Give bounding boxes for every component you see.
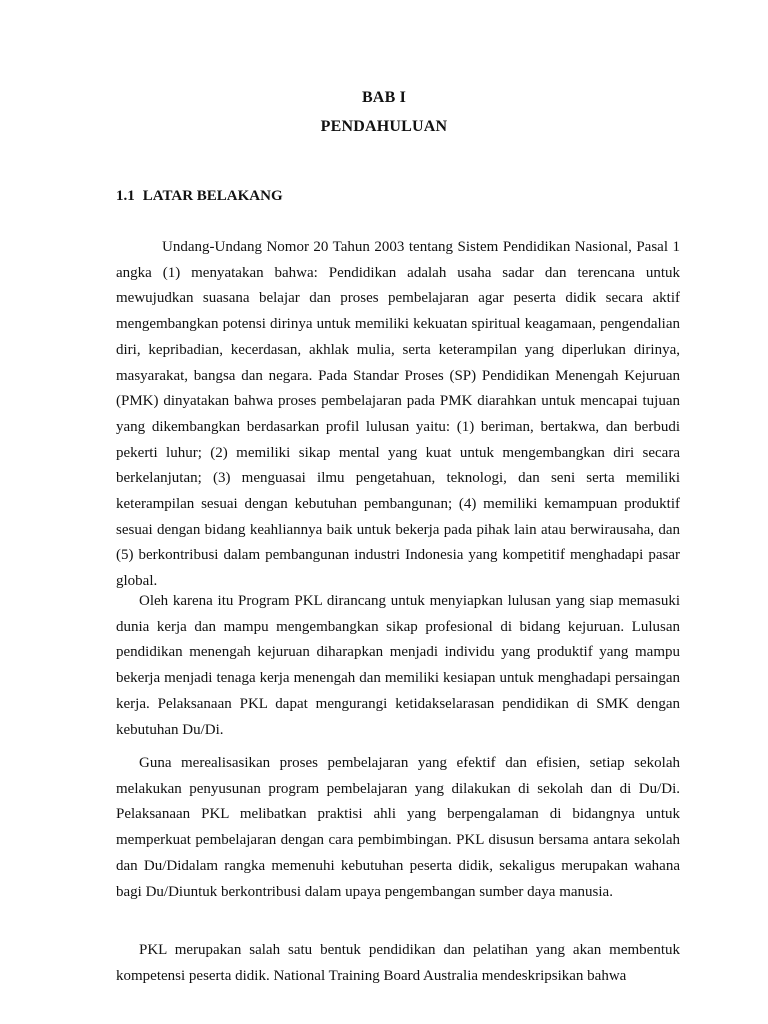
section-title: LATAR BELAKANG (142, 188, 283, 204)
section-number: 1.1 (116, 188, 135, 204)
chapter-title: PENDAHULUAN (320, 118, 448, 135)
paragraph: Guna merealisasikan proses pembelajaran yang efektif dan efisien, setiap sekolah melakukan penyusunan program pembelajaran yang dilakukan di sekolah dan di Du/Di. Pelaksanaan PKL melibatkan praktisi ahli yang berpengalaman di bidangnya untuk memperkuat pembelajaran dengan cara pembimbingan. PKL disusun bersama antara sekolah dan Du/Didalam rangka memenuhi kebutuhan peserta didik, sekaligus merupakan wahana bagi Du/Diuntuk berkontribusi dalam upaya pengembangan sumber daya manusia. (116, 755, 680, 900)
paragraph: Oleh karena itu Program PKL dirancang untuk menyiapkan lulusan yang siap memasuki dunia kerja dan mampu mengembangkan sikap profesional di bidang kejuruan. Lulusan pendidikan menengah kejuruan diharapkan menjadi individu yang produktif yang mampu bekerja menjadi tenaga kerja menengah dan memiliki kesiapan untuk menghadapi persaingan kerja. Pelaksanaan PKL dapat mengurangi ketidakselarasan pendidikan di SMK dengan kebutuhan Du/Di. (116, 593, 680, 738)
paragraph: Undang-Undang Nomor 20 Tahun 2003 tentang Sistem Pendidikan Nasional, Pasal 1 angka (1) menyatakan bahwa: Pendidikan adalah usaha sadar dan terencana untuk mewujudkan suasana belajar dan proses pembelajaran agar peserta didik secara aktif mengembangkan potensi dirinya untuk memiliki kekuatan spiritual keagamaan, pengendalian diri, kepribadian, kecerdasan, akhlak mulia, serta keterampilan yang diperlukan dirinya, masyarakat, bangsa dan negara. Pada Standar Proses (SP) Pendidikan Menengah Kejuruan (PMK) dinyatakan bahwa proses pembelajaran pada PMK diarahkan untuk mencapai tujuan yang dikembangkan berdasarkan profil lulusan yaitu: (1) beriman, bertakwa, dan berbudi pekerti luhur; (2) memiliki sikap mental yang kuat untuk mengembangkan diri secara berkelanjutan; (3) menguasai ilmu pengetahuan, teknologi, dan seni serta memiliki keterampilan sesuai dengan kebutuhan pembangunan; (4) memiliki kemampuan produktif sesuai dengan bidang keahliannya baik untuk bekerja pada pihak lain atau berwirausaha, dan (5) berkontribusi dalam pembangunan industri Indonesia yang kompetitif menghadapi pasar global. (116, 239, 680, 590)
paragraph: PKL merupakan salah satu bentuk pendidikan dan pelatihan yang akan membentuk kompetensi peserta didik. National Training Board Australia mendeskripsikan bahwa (116, 942, 680, 984)
section-heading (116, 188, 283, 205)
chapter-label: BAB I (361, 89, 407, 106)
